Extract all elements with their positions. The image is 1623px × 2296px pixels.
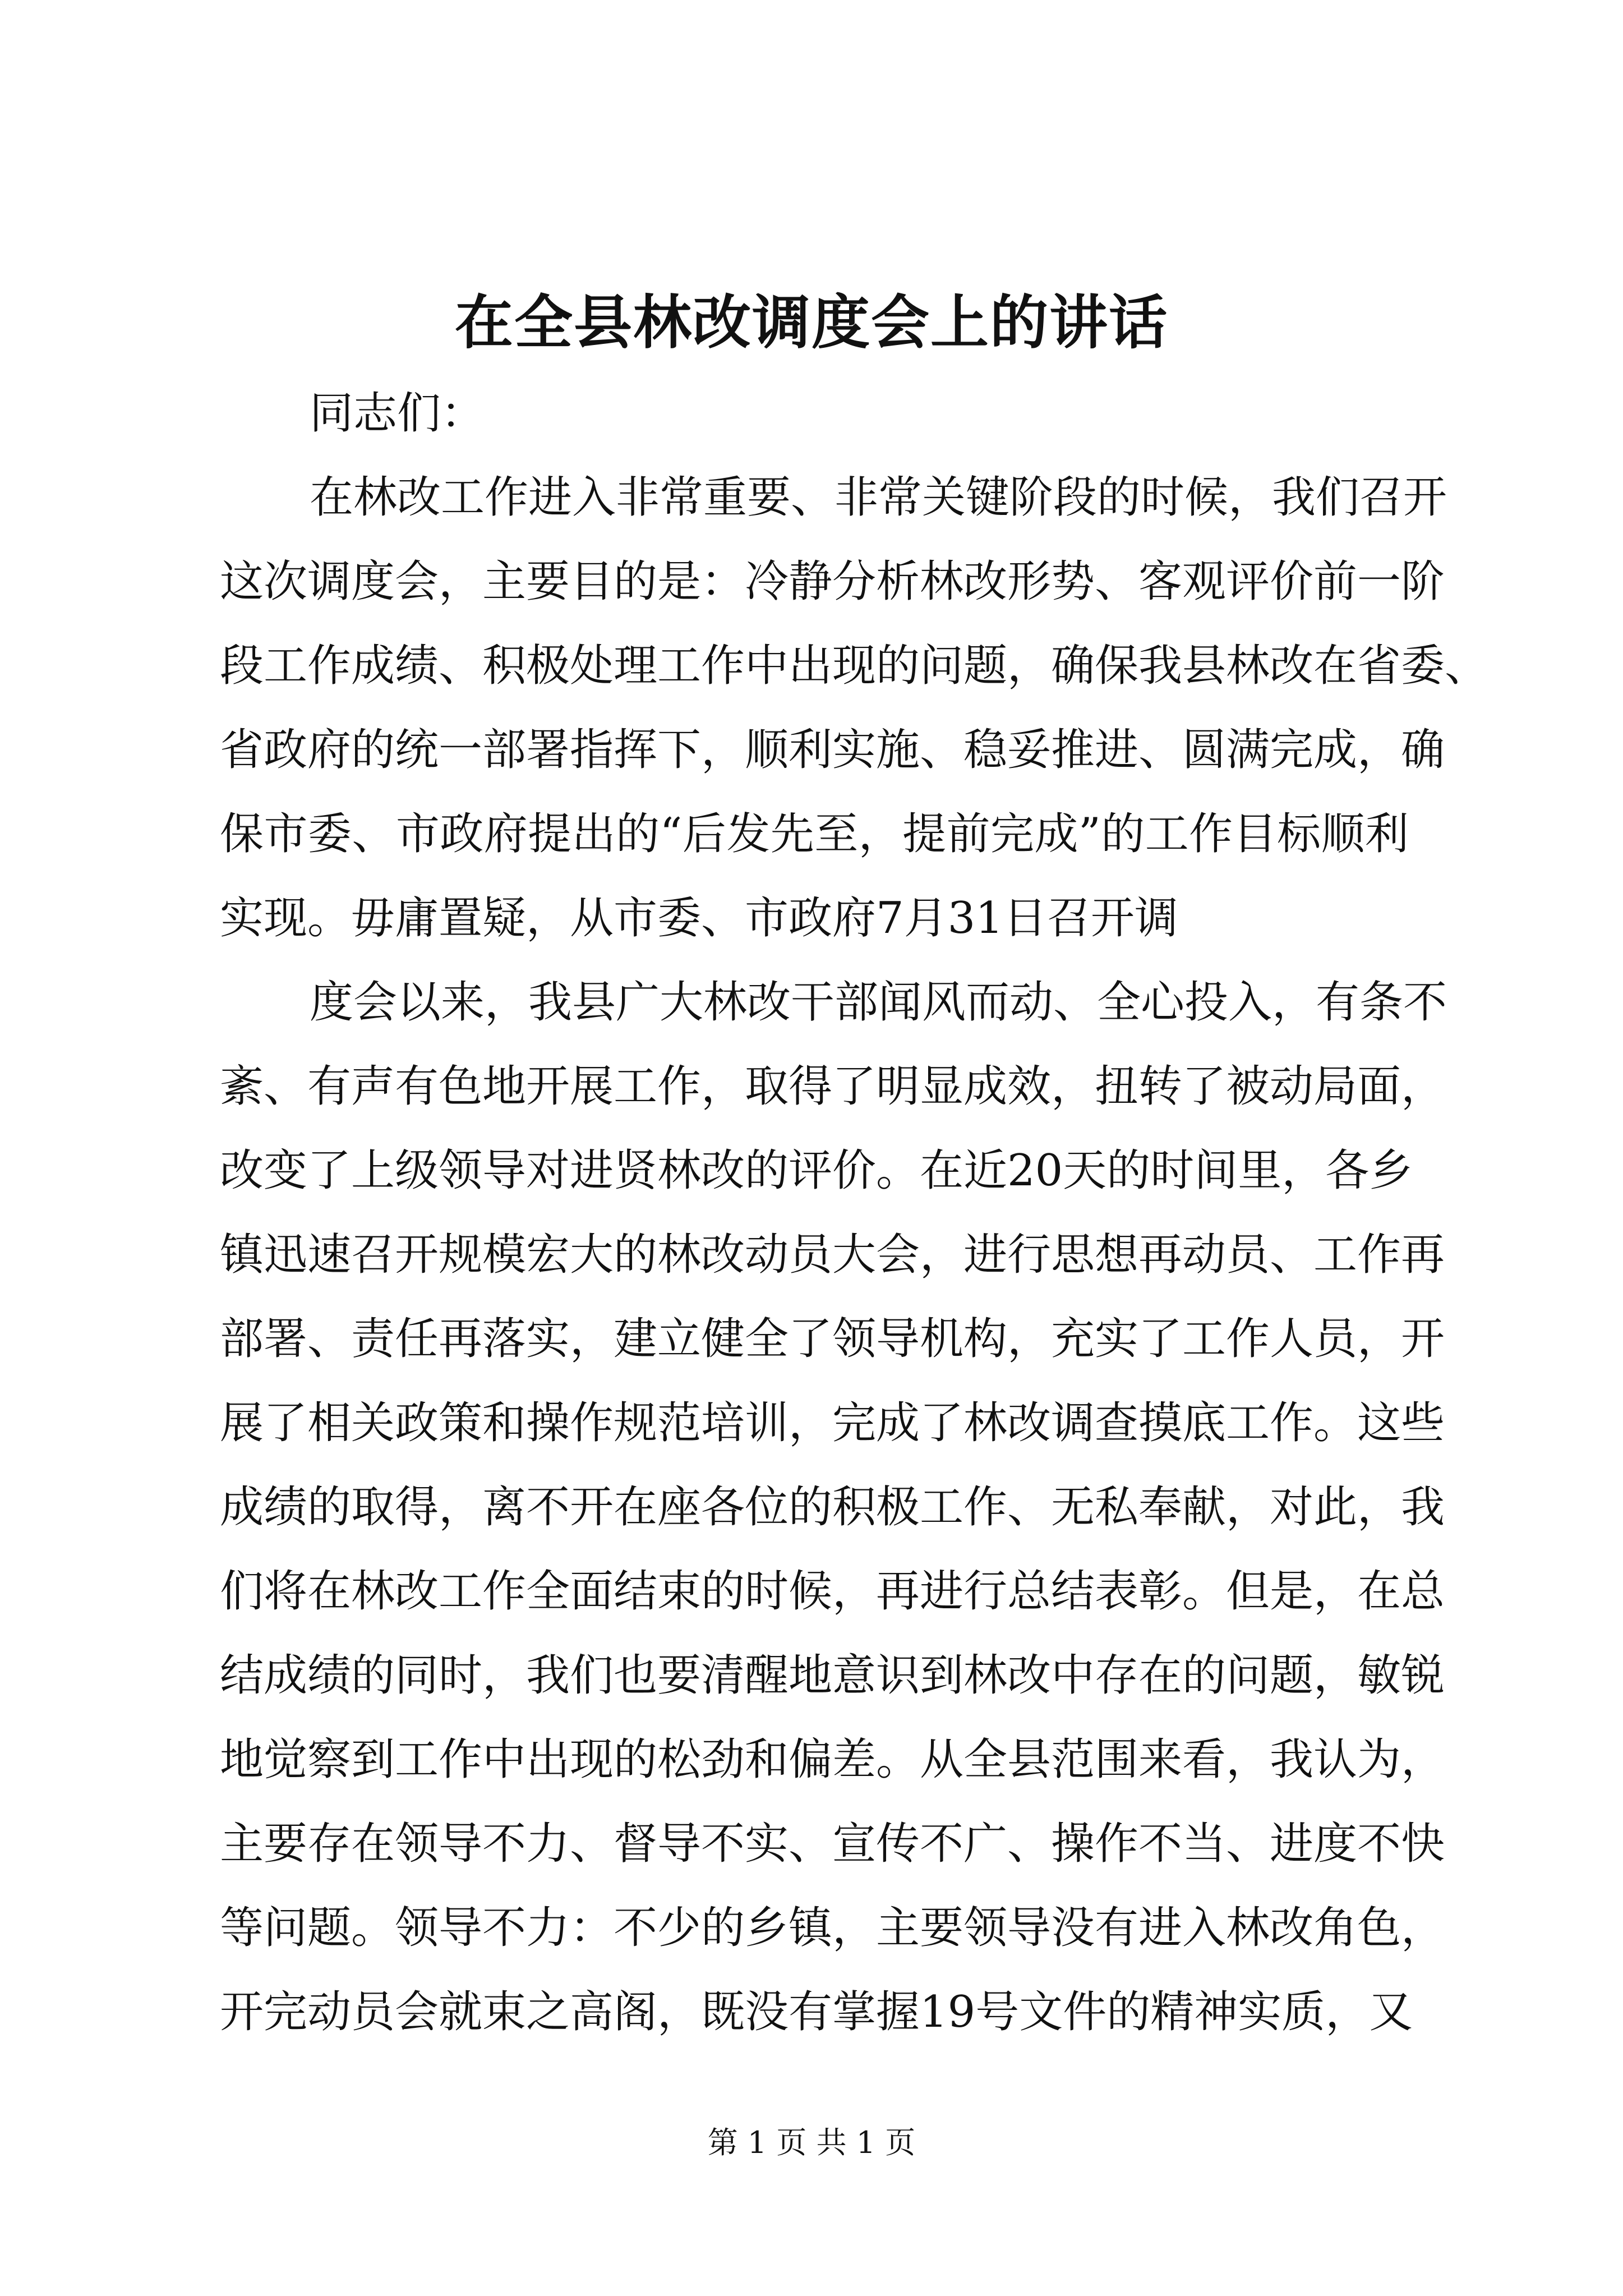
document-body	[220, 371, 1489, 2054]
paragraph-line: 等问题。领导不力：不少的乡镇，主要领导没有进入林改角色，	[220, 1903, 1445, 1953]
page-footer: 第 1 页 共 1 页	[707, 2125, 916, 2160]
paragraph-line: 改变了上级领导对进贤林改的评价。在近20天的时间里，各乡	[220, 1145, 1413, 1196]
salutation-line: 同志们：	[310, 388, 485, 439]
paragraph-line: 部署、责任再落实，建立健全了领导机构，充实了工作人员，开	[220, 1314, 1445, 1364]
paragraph-line: 主要存在领导不力、督导不实、宣传不广、操作不当、进度不快	[220, 1819, 1445, 1869]
paragraph-line: 度会以来，我县广大林改干部闻风而动、全心投入，有条不	[310, 977, 1447, 1028]
paragraph-line: 保市委、市政府提出的“后发先至，提前完成”的工作目标顺利	[220, 809, 1409, 859]
paragraph-line: 镇迅速召开规模宏大的林改动员大会，进行思想再动员、工作再	[220, 1230, 1445, 1280]
paragraph-line: 开完动员会就束之高阁，既没有掌握19号文件的精神实质，又	[220, 1987, 1413, 2037]
paragraph-line: 紊、有声有色地开展工作，取得了明显成效，扭转了被动局面，	[220, 1061, 1445, 1112]
paragraph-line: 这次调度会，主要目的是：冷静分析林改形势、客观评价前一阶	[220, 556, 1445, 607]
paragraph-line: 段工作成绩、积极处理工作中出现的问题，确保我县林改在省委、	[220, 641, 1489, 691]
document-title: 在全县林改调度会上的讲话	[454, 288, 1168, 357]
paragraph-line: 展了相关政策和操作规范培训，完成了林改调查摸底工作。这些	[220, 1398, 1445, 1448]
paragraph-line: 成绩的取得，离不开在座各位的积极工作、无私奉献，对此，我	[220, 1482, 1445, 1533]
paragraph-line: 在林改工作进入非常重要、非常关键阶段的时候，我们召开	[310, 472, 1447, 523]
paragraph-line: 实现。毋庸置疑，从市委、市政府7月31日召开调	[220, 893, 1178, 944]
paragraph-line: 省政府的统一部署指挥下，顺利实施、稳妥推进、圆满完成，确	[220, 725, 1445, 775]
paragraph-line: 地觉察到工作中出现的松劲和偏差。从全县范围来看，我认为，	[220, 1734, 1445, 1785]
paragraph-line: 们将在林改工作全面结束的时候，再进行总结表彰。但是，在总	[220, 1566, 1445, 1617]
paragraph-line: 结成绩的同时，我们也要清醒地意识到林改中存在的问题，敏锐	[220, 1650, 1445, 1701]
